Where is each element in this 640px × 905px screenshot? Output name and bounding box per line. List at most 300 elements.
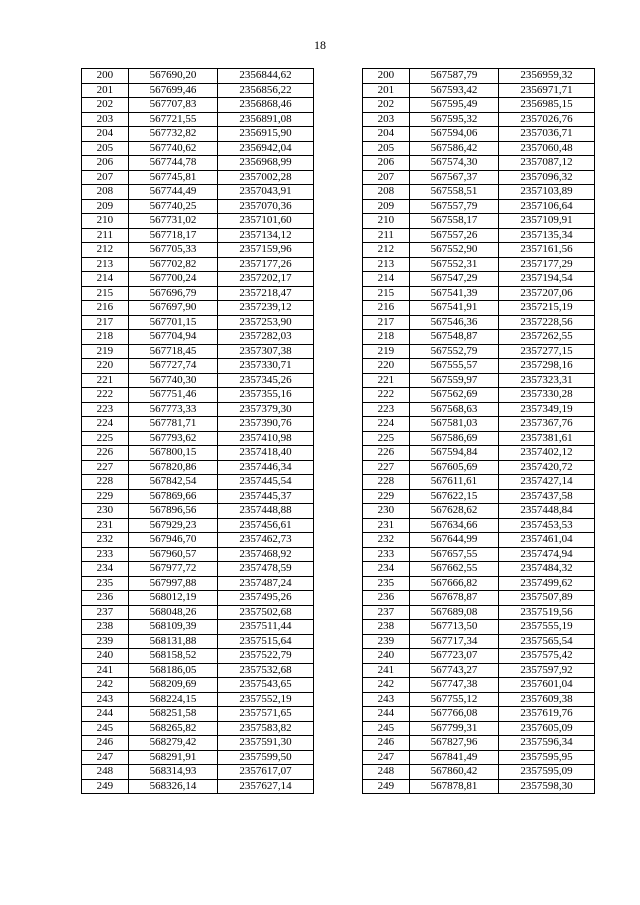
- column-spacer: [313, 388, 362, 403]
- column-spacer: [313, 199, 362, 214]
- column-spacer: [313, 214, 362, 229]
- right-x-coordinate-cell: 567552,90: [409, 243, 498, 258]
- left-x-coordinate-cell: 568186,05: [128, 663, 217, 678]
- right-y-coordinate-cell: 2357060,48: [499, 141, 595, 156]
- column-spacer: [313, 228, 362, 243]
- left-point-number-cell: 245: [82, 721, 129, 736]
- table-row: [82, 562, 595, 577]
- left-y-coordinate-cell: 2357462,73: [218, 533, 314, 548]
- right-x-coordinate-cell: 567628,62: [409, 504, 498, 519]
- table-row: [82, 591, 595, 606]
- column-spacer: [313, 576, 362, 591]
- left-point-number-cell: 224: [82, 417, 129, 432]
- right-y-coordinate-cell: 2357619,76: [499, 707, 595, 722]
- right-y-coordinate-cell: 2356985,15: [499, 98, 595, 113]
- right-x-coordinate-cell: 567723,07: [409, 649, 498, 664]
- table-row: [82, 620, 595, 635]
- table-row: [82, 678, 595, 693]
- right-point-number-cell: 230: [362, 504, 409, 519]
- left-x-coordinate-cell: 567718,17: [128, 228, 217, 243]
- left-y-coordinate-cell: 2357282,03: [218, 330, 314, 345]
- left-x-coordinate-cell: 567869,66: [128, 489, 217, 504]
- left-y-coordinate-cell: 2356968,99: [218, 156, 314, 171]
- right-x-coordinate-cell: 567644,99: [409, 533, 498, 548]
- column-spacer: [313, 315, 362, 330]
- right-point-number-cell: 202: [362, 98, 409, 113]
- column-spacer: [313, 634, 362, 649]
- left-y-coordinate-cell: 2356915,90: [218, 127, 314, 142]
- right-x-coordinate-cell: 567611,61: [409, 475, 498, 490]
- left-point-number-cell: 226: [82, 446, 129, 461]
- right-x-coordinate-cell: 567555,57: [409, 359, 498, 374]
- table-row: [82, 460, 595, 475]
- left-x-coordinate-cell: 567929,23: [128, 518, 217, 533]
- right-y-coordinate-cell: 2357427,14: [499, 475, 595, 490]
- right-point-number-cell: 201: [362, 83, 409, 98]
- right-point-number-cell: 218: [362, 330, 409, 345]
- right-y-coordinate-cell: 2357601,04: [499, 678, 595, 693]
- left-point-number-cell: 230: [82, 504, 129, 519]
- right-x-coordinate-cell: 567552,31: [409, 257, 498, 272]
- left-x-coordinate-cell: 567800,15: [128, 446, 217, 461]
- left-x-coordinate-cell: 567704,94: [128, 330, 217, 345]
- left-x-coordinate-cell: 567707,83: [128, 98, 217, 113]
- right-point-number-cell: 233: [362, 547, 409, 562]
- right-x-coordinate-cell: 567622,15: [409, 489, 498, 504]
- left-point-number-cell: 228: [82, 475, 129, 490]
- left-y-coordinate-cell: 2357043,91: [218, 185, 314, 200]
- left-y-coordinate-cell: 2356868,46: [218, 98, 314, 113]
- column-spacer: [313, 373, 362, 388]
- right-y-coordinate-cell: 2357437,58: [499, 489, 595, 504]
- left-x-coordinate-cell: 567997,88: [128, 576, 217, 591]
- left-x-coordinate-cell: 567732,82: [128, 127, 217, 142]
- left-x-coordinate-cell: 567744,78: [128, 156, 217, 171]
- left-point-number-cell: 204: [82, 127, 129, 142]
- left-y-coordinate-cell: 2357522,79: [218, 649, 314, 664]
- column-spacer: [313, 330, 362, 345]
- right-point-number-cell: 212: [362, 243, 409, 258]
- right-y-coordinate-cell: 2357402,12: [499, 446, 595, 461]
- left-x-coordinate-cell: 568224,15: [128, 692, 217, 707]
- left-y-coordinate-cell: 2357468,92: [218, 547, 314, 562]
- table-row: [82, 373, 595, 388]
- left-y-coordinate-cell: 2357591,30: [218, 736, 314, 751]
- table-row: [82, 185, 595, 200]
- right-point-number-cell: 220: [362, 359, 409, 374]
- right-point-number-cell: 214: [362, 272, 409, 287]
- column-spacer: [313, 170, 362, 185]
- table-row: [82, 489, 595, 504]
- left-x-coordinate-cell: 567700,24: [128, 272, 217, 287]
- right-y-coordinate-cell: 2357096,32: [499, 170, 595, 185]
- left-x-coordinate-cell: 568109,39: [128, 620, 217, 635]
- table-row: [82, 663, 595, 678]
- right-y-coordinate-cell: 2357161,56: [499, 243, 595, 258]
- column-spacer: [313, 156, 362, 171]
- column-spacer: [313, 663, 362, 678]
- right-y-coordinate-cell: 2357609,38: [499, 692, 595, 707]
- right-x-coordinate-cell: 567552,79: [409, 344, 498, 359]
- right-point-number-cell: 215: [362, 286, 409, 301]
- left-y-coordinate-cell: 2357617,07: [218, 765, 314, 780]
- column-spacer: [313, 83, 362, 98]
- right-x-coordinate-cell: 567799,31: [409, 721, 498, 736]
- left-point-number-cell: 247: [82, 750, 129, 765]
- column-spacer: [313, 446, 362, 461]
- table-row: [82, 504, 595, 519]
- left-y-coordinate-cell: 2357552,19: [218, 692, 314, 707]
- left-x-coordinate-cell: 568048,26: [128, 605, 217, 620]
- table-row: [82, 721, 595, 736]
- table-row: [82, 576, 595, 591]
- right-point-number-cell: 206: [362, 156, 409, 171]
- right-y-coordinate-cell: 2356971,71: [499, 83, 595, 98]
- left-x-coordinate-cell: 567696,79: [128, 286, 217, 301]
- left-point-number-cell: 223: [82, 402, 129, 417]
- right-x-coordinate-cell: 567743,27: [409, 663, 498, 678]
- right-y-coordinate-cell: 2357087,12: [499, 156, 595, 171]
- table-row: [82, 228, 595, 243]
- right-x-coordinate-cell: 567678,87: [409, 591, 498, 606]
- table-row: [82, 431, 595, 446]
- table-row: [82, 199, 595, 214]
- coordinates-table: [81, 68, 595, 794]
- column-spacer: [313, 69, 362, 84]
- left-y-coordinate-cell: 2357134,12: [218, 228, 314, 243]
- left-x-coordinate-cell: 567977,72: [128, 562, 217, 577]
- left-point-number-cell: 249: [82, 779, 129, 794]
- left-y-coordinate-cell: 2357445,37: [218, 489, 314, 504]
- left-point-number-cell: 235: [82, 576, 129, 591]
- left-point-number-cell: 209: [82, 199, 129, 214]
- left-point-number-cell: 243: [82, 692, 129, 707]
- column-spacer: [313, 272, 362, 287]
- table-row: [82, 750, 595, 765]
- left-x-coordinate-cell: 567705,33: [128, 243, 217, 258]
- left-y-coordinate-cell: 2357448,88: [218, 504, 314, 519]
- left-y-coordinate-cell: 2357418,40: [218, 446, 314, 461]
- right-x-coordinate-cell: 567593,42: [409, 83, 498, 98]
- column-spacer: [313, 779, 362, 794]
- left-y-coordinate-cell: 2357487,24: [218, 576, 314, 591]
- table-row: [82, 765, 595, 780]
- left-x-coordinate-cell: 567690,20: [128, 69, 217, 84]
- table-row: [82, 214, 595, 229]
- left-x-coordinate-cell: 567740,62: [128, 141, 217, 156]
- left-y-coordinate-cell: 2357307,38: [218, 344, 314, 359]
- right-y-coordinate-cell: 2357519,56: [499, 605, 595, 620]
- right-y-coordinate-cell: 2357448,84: [499, 504, 595, 519]
- left-point-number-cell: 219: [82, 344, 129, 359]
- table-row: [82, 98, 595, 113]
- table-row: [82, 736, 595, 751]
- right-x-coordinate-cell: 567595,32: [409, 112, 498, 127]
- column-spacer: [313, 765, 362, 780]
- left-point-number-cell: 234: [82, 562, 129, 577]
- right-point-number-cell: 234: [362, 562, 409, 577]
- right-point-number-cell: 242: [362, 678, 409, 693]
- right-point-number-cell: 236: [362, 591, 409, 606]
- table-row: [82, 779, 595, 794]
- left-y-coordinate-cell: 2357571,65: [218, 707, 314, 722]
- column-spacer: [313, 141, 362, 156]
- column-spacer: [313, 98, 362, 113]
- right-x-coordinate-cell: 567547,29: [409, 272, 498, 287]
- right-y-coordinate-cell: 2357595,95: [499, 750, 595, 765]
- right-y-coordinate-cell: 2357484,32: [499, 562, 595, 577]
- table-row: [82, 475, 595, 490]
- right-y-coordinate-cell: 2357262,55: [499, 330, 595, 345]
- left-y-coordinate-cell: 2357239,12: [218, 301, 314, 316]
- table-row: [82, 518, 595, 533]
- right-x-coordinate-cell: 567567,37: [409, 170, 498, 185]
- table-row: [82, 533, 595, 548]
- right-point-number-cell: 246: [362, 736, 409, 751]
- left-point-number-cell: 218: [82, 330, 129, 345]
- left-y-coordinate-cell: 2357253,90: [218, 315, 314, 330]
- left-y-coordinate-cell: 2357495,26: [218, 591, 314, 606]
- table-row: [82, 634, 595, 649]
- right-y-coordinate-cell: 2357507,89: [499, 591, 595, 606]
- left-x-coordinate-cell: 567773,33: [128, 402, 217, 417]
- table-row: [82, 707, 595, 722]
- right-y-coordinate-cell: 2357106,64: [499, 199, 595, 214]
- column-spacer: [313, 185, 362, 200]
- left-y-coordinate-cell: 2356856,22: [218, 83, 314, 98]
- left-x-coordinate-cell: 567946,70: [128, 533, 217, 548]
- left-point-number-cell: 227: [82, 460, 129, 475]
- right-y-coordinate-cell: 2357499,62: [499, 576, 595, 591]
- left-y-coordinate-cell: 2357532,68: [218, 663, 314, 678]
- right-x-coordinate-cell: 567586,69: [409, 431, 498, 446]
- right-y-coordinate-cell: 2357135,34: [499, 228, 595, 243]
- left-x-coordinate-cell: 567702,82: [128, 257, 217, 272]
- column-spacer: [313, 750, 362, 765]
- left-point-number-cell: 222: [82, 388, 129, 403]
- right-x-coordinate-cell: 567574,30: [409, 156, 498, 171]
- left-y-coordinate-cell: 2357002,28: [218, 170, 314, 185]
- left-point-number-cell: 233: [82, 547, 129, 562]
- right-x-coordinate-cell: 567595,49: [409, 98, 498, 113]
- right-x-coordinate-cell: 567568,63: [409, 402, 498, 417]
- left-x-coordinate-cell: 568209,69: [128, 678, 217, 693]
- left-point-number-cell: 225: [82, 431, 129, 446]
- left-point-number-cell: 207: [82, 170, 129, 185]
- left-y-coordinate-cell: 2357511,44: [218, 620, 314, 635]
- table-row: [82, 243, 595, 258]
- table-row: [82, 301, 595, 316]
- left-y-coordinate-cell: 2357390,76: [218, 417, 314, 432]
- column-spacer: [313, 547, 362, 562]
- right-x-coordinate-cell: 567713,50: [409, 620, 498, 635]
- left-y-coordinate-cell: 2357330,71: [218, 359, 314, 374]
- right-x-coordinate-cell: 567878,81: [409, 779, 498, 794]
- column-spacer: [313, 460, 362, 475]
- left-x-coordinate-cell: 568279,42: [128, 736, 217, 751]
- left-point-number-cell: 221: [82, 373, 129, 388]
- column-spacer: [313, 257, 362, 272]
- right-y-coordinate-cell: 2357330,28: [499, 388, 595, 403]
- left-point-number-cell: 239: [82, 634, 129, 649]
- right-y-coordinate-cell: 2357026,76: [499, 112, 595, 127]
- left-y-coordinate-cell: 2357355,16: [218, 388, 314, 403]
- right-y-coordinate-cell: 2357036,71: [499, 127, 595, 142]
- column-spacer: [313, 127, 362, 142]
- right-x-coordinate-cell: 567827,96: [409, 736, 498, 751]
- right-y-coordinate-cell: 2357277,15: [499, 344, 595, 359]
- left-point-number-cell: 210: [82, 214, 129, 229]
- right-x-coordinate-cell: 567587,79: [409, 69, 498, 84]
- left-x-coordinate-cell: 568012,19: [128, 591, 217, 606]
- right-point-number-cell: 225: [362, 431, 409, 446]
- left-x-coordinate-cell: 567842,54: [128, 475, 217, 490]
- right-point-number-cell: 221: [362, 373, 409, 388]
- right-y-coordinate-cell: 2357565,54: [499, 634, 595, 649]
- left-x-coordinate-cell: 567793,62: [128, 431, 217, 446]
- right-point-number-cell: 240: [362, 649, 409, 664]
- table-row: [82, 112, 595, 127]
- left-x-coordinate-cell: 567727,74: [128, 359, 217, 374]
- left-point-number-cell: 211: [82, 228, 129, 243]
- left-y-coordinate-cell: 2357456,61: [218, 518, 314, 533]
- right-y-coordinate-cell: 2357381,61: [499, 431, 595, 446]
- right-point-number-cell: 209: [362, 199, 409, 214]
- right-y-coordinate-cell: 2356959,32: [499, 69, 595, 84]
- left-y-coordinate-cell: 2357446,34: [218, 460, 314, 475]
- left-y-coordinate-cell: 2357177,26: [218, 257, 314, 272]
- right-y-coordinate-cell: 2357595,09: [499, 765, 595, 780]
- left-x-coordinate-cell: 567701,15: [128, 315, 217, 330]
- left-point-number-cell: 248: [82, 765, 129, 780]
- left-y-coordinate-cell: 2357478,59: [218, 562, 314, 577]
- column-spacer: [313, 518, 362, 533]
- right-y-coordinate-cell: 2357474,94: [499, 547, 595, 562]
- right-point-number-cell: 217: [362, 315, 409, 330]
- right-x-coordinate-cell: 567689,08: [409, 605, 498, 620]
- left-x-coordinate-cell: 568265,82: [128, 721, 217, 736]
- left-point-number-cell: 201: [82, 83, 129, 98]
- column-spacer: [313, 431, 362, 446]
- right-point-number-cell: 226: [362, 446, 409, 461]
- left-y-coordinate-cell: 2357445,54: [218, 475, 314, 490]
- left-x-coordinate-cell: 568158,52: [128, 649, 217, 664]
- right-point-number-cell: 205: [362, 141, 409, 156]
- table-row: [82, 156, 595, 171]
- column-spacer: [313, 344, 362, 359]
- page-number: 18: [314, 38, 326, 52]
- column-spacer: [313, 417, 362, 432]
- left-x-coordinate-cell: 567960,57: [128, 547, 217, 562]
- left-x-coordinate-cell: 568131,88: [128, 634, 217, 649]
- table-row: [82, 692, 595, 707]
- right-point-number-cell: 245: [362, 721, 409, 736]
- right-point-number-cell: 204: [362, 127, 409, 142]
- right-x-coordinate-cell: 567557,79: [409, 199, 498, 214]
- right-y-coordinate-cell: 2357453,53: [499, 518, 595, 533]
- column-spacer: [313, 649, 362, 664]
- left-point-number-cell: 205: [82, 141, 129, 156]
- right-x-coordinate-cell: 567841,49: [409, 750, 498, 765]
- left-x-coordinate-cell: 567751,46: [128, 388, 217, 403]
- left-y-coordinate-cell: 2356942,04: [218, 141, 314, 156]
- right-x-coordinate-cell: 567594,84: [409, 446, 498, 461]
- right-y-coordinate-cell: 2357177,29: [499, 257, 595, 272]
- left-y-coordinate-cell: 2357599,50: [218, 750, 314, 765]
- left-x-coordinate-cell: 567781,71: [128, 417, 217, 432]
- table-row: [82, 402, 595, 417]
- table-row: [82, 83, 595, 98]
- column-spacer: [313, 591, 362, 606]
- left-x-coordinate-cell: 567745,81: [128, 170, 217, 185]
- right-x-coordinate-cell: 567634,66: [409, 518, 498, 533]
- right-y-coordinate-cell: 2357298,16: [499, 359, 595, 374]
- column-spacer: [313, 359, 362, 374]
- left-point-number-cell: 240: [82, 649, 129, 664]
- right-y-coordinate-cell: 2357194,54: [499, 272, 595, 287]
- column-spacer: [313, 678, 362, 693]
- right-point-number-cell: 235: [362, 576, 409, 591]
- right-y-coordinate-cell: 2357349,19: [499, 402, 595, 417]
- table-row: [82, 359, 595, 374]
- right-point-number-cell: 248: [362, 765, 409, 780]
- right-point-number-cell: 239: [362, 634, 409, 649]
- right-y-coordinate-cell: 2357323,31: [499, 373, 595, 388]
- right-point-number-cell: 229: [362, 489, 409, 504]
- column-spacer: [313, 736, 362, 751]
- column-spacer: [313, 402, 362, 417]
- left-point-number-cell: 231: [82, 518, 129, 533]
- right-x-coordinate-cell: 567558,51: [409, 185, 498, 200]
- column-spacer: [313, 721, 362, 736]
- left-x-coordinate-cell: 567740,30: [128, 373, 217, 388]
- column-spacer: [313, 620, 362, 635]
- right-x-coordinate-cell: 567541,39: [409, 286, 498, 301]
- left-x-coordinate-cell: 567731,02: [128, 214, 217, 229]
- left-y-coordinate-cell: 2357159,96: [218, 243, 314, 258]
- right-y-coordinate-cell: 2357228,56: [499, 315, 595, 330]
- column-spacer: [313, 286, 362, 301]
- right-point-number-cell: 207: [362, 170, 409, 185]
- left-x-coordinate-cell: 567820,86: [128, 460, 217, 475]
- right-y-coordinate-cell: 2357109,91: [499, 214, 595, 229]
- right-x-coordinate-cell: 567586,42: [409, 141, 498, 156]
- left-x-coordinate-cell: 567699,46: [128, 83, 217, 98]
- left-point-number-cell: 220: [82, 359, 129, 374]
- table-row: [82, 69, 595, 84]
- right-x-coordinate-cell: 567546,36: [409, 315, 498, 330]
- right-point-number-cell: 216: [362, 301, 409, 316]
- left-point-number-cell: 213: [82, 257, 129, 272]
- right-y-coordinate-cell: 2357605,09: [499, 721, 595, 736]
- table-row: [82, 649, 595, 664]
- left-point-number-cell: 244: [82, 707, 129, 722]
- left-point-number-cell: 203: [82, 112, 129, 127]
- right-y-coordinate-cell: 2357575,42: [499, 649, 595, 664]
- right-point-number-cell: 238: [362, 620, 409, 635]
- right-x-coordinate-cell: 567747,38: [409, 678, 498, 693]
- table-row: [82, 272, 595, 287]
- right-x-coordinate-cell: 567755,12: [409, 692, 498, 707]
- right-x-coordinate-cell: 567562,69: [409, 388, 498, 403]
- left-point-number-cell: 229: [82, 489, 129, 504]
- left-x-coordinate-cell: 567896,56: [128, 504, 217, 519]
- right-point-number-cell: 227: [362, 460, 409, 475]
- right-y-coordinate-cell: 2357461,04: [499, 533, 595, 548]
- left-point-number-cell: 232: [82, 533, 129, 548]
- left-y-coordinate-cell: 2357515,64: [218, 634, 314, 649]
- right-point-number-cell: 222: [362, 388, 409, 403]
